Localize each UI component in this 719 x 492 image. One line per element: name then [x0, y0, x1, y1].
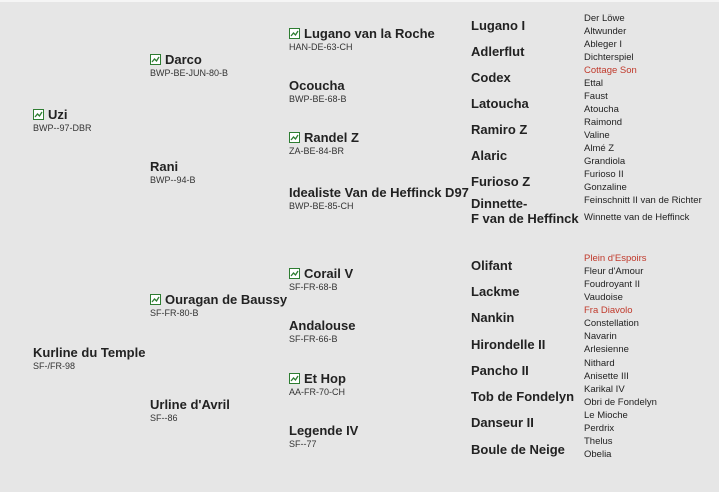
horse-registration: BWP-BE-JUN-80-B	[150, 68, 229, 78]
horse-name-gen4[interactable]: Danseur II	[471, 415, 534, 430]
horse-name-gen5[interactable]: Grandiola	[584, 156, 626, 167]
horse-name[interactable]: Rani	[150, 159, 179, 174]
horse-name-gen5-highlighted[interactable]: Cottage Son	[584, 65, 637, 76]
horse-name-gen5[interactable]: Atoucha	[584, 104, 619, 115]
horse-registration: BWP--97-DBR	[33, 123, 92, 133]
horse-name-gen5[interactable]: Furioso II	[584, 169, 624, 180]
horse-name-gen4[interactable]: Adlerflut	[471, 44, 525, 59]
horse-name[interactable]: Et Hop	[289, 371, 346, 386]
horse-entry-dam[interactable]	[33, 345, 145, 372]
horse-name-gen5[interactable]: Raimond	[584, 117, 623, 128]
horse-name-gen4[interactable]: Latoucha	[471, 96, 529, 111]
horse-entry-gen2[interactable]	[150, 52, 228, 79]
horse-name-gen5[interactable]: Obri de Fondelyn	[584, 397, 657, 408]
horse-registration: SF--86	[150, 413, 178, 423]
horse-entry-gen2[interactable]	[150, 397, 230, 424]
horse-registration: ZA-BE-84-BR	[289, 146, 345, 156]
photo-icon[interactable]	[150, 294, 161, 305]
horse-entry-gen3[interactable]	[289, 185, 469, 212]
horse-name-gen4[interactable]: Furioso Z	[471, 174, 531, 189]
horse-name-gen4[interactable]: Tob de Fondelyn	[471, 389, 575, 404]
horse-entry-gen3[interactable]	[289, 26, 435, 53]
horse-name[interactable]: Ouragan de Baussy	[150, 292, 287, 307]
horse-name-gen5[interactable]: Navarin	[584, 331, 617, 342]
horse-name-gen4[interactable]: Ramiro Z	[471, 122, 528, 137]
horse-name-gen5[interactable]: Altwunder	[584, 26, 627, 37]
horse-name[interactable]: Kurline du Temple	[33, 345, 146, 360]
horse-registration: SF--77	[289, 439, 317, 449]
horse-name[interactable]: Uzi	[33, 107, 92, 122]
photo-icon[interactable]	[150, 54, 161, 65]
horse-name[interactable]: Lugano van la Roche	[289, 26, 435, 41]
horse-registration: SF-FR-68-B	[289, 282, 338, 292]
horse-registration: SF-FR-80-B	[150, 308, 199, 318]
horse-registration: BWP-BE-68-B	[289, 94, 347, 104]
horse-name-gen5[interactable]: Constellation	[584, 318, 639, 329]
horse-entry-gen3[interactable]	[289, 78, 347, 105]
horse-name-gen4-continued[interactable]: F van de Heffinck	[471, 211, 579, 226]
horse-entry-gen3[interactable]	[289, 371, 346, 398]
horse-registration: HAN-DE-63-CH	[289, 42, 353, 52]
horse-name-gen4[interactable]: Lugano I	[471, 18, 526, 33]
horse-name-gen5[interactable]: Gonzaline	[584, 182, 627, 193]
horse-name[interactable]: Corail V	[289, 266, 353, 281]
horse-entry-gen2[interactable]	[150, 159, 196, 186]
horse-name[interactable]: Andalouse	[289, 318, 356, 333]
horse-name-gen5[interactable]: Foudroyant II	[584, 279, 640, 290]
horse-name-gen5[interactable]: Almé Z	[584, 143, 615, 154]
horse-name-gen5[interactable]: Arlesienne	[584, 344, 629, 355]
horse-name-gen5[interactable]: Ettal	[584, 78, 604, 89]
horse-registration: AA-FR-70-CH	[289, 387, 346, 397]
horse-name-gen5[interactable]: Le Mioche	[584, 410, 628, 421]
horse-name-gen4[interactable]: Nankin	[471, 310, 515, 325]
horse-name-gen5[interactable]: Vaudoise	[584, 292, 623, 303]
horse-name-gen4[interactable]: Boule de Neige	[471, 442, 565, 457]
horse-name-gen5[interactable]: Winnette van de Heffinck	[584, 212, 690, 223]
top-border	[0, 0, 719, 2]
horse-name-gen5[interactable]: Valine	[584, 130, 610, 141]
horse-entry-gen3[interactable]	[289, 130, 359, 157]
photo-icon[interactable]	[289, 132, 300, 143]
horse-name[interactable]: Legende IV	[289, 423, 359, 438]
horse-name-gen5[interactable]: Karikal IV	[584, 384, 625, 395]
horse-entry-gen3[interactable]	[289, 423, 358, 450]
horse-name-gen5[interactable]: Dichterspiel	[584, 52, 634, 63]
photo-icon[interactable]	[33, 109, 44, 120]
horse-name-gen5[interactable]: Anisette III	[584, 371, 629, 382]
photo-icon[interactable]	[289, 373, 300, 384]
horse-name-gen5[interactable]: Obelia	[584, 449, 612, 460]
horse-name[interactable]: Urline d'Avril	[150, 397, 230, 412]
horse-name-gen4[interactable]: Lackme	[471, 284, 520, 299]
horse-name-gen5[interactable]: Ableger I	[584, 39, 623, 50]
horse-registration: BWP-BE-85-CH	[289, 201, 354, 211]
horse-name-gen5[interactable]: Perdrix	[584, 423, 615, 434]
horse-name[interactable]: Randel Z	[289, 130, 359, 145]
horse-entry-gen2[interactable]	[150, 292, 287, 319]
horse-name-gen5[interactable]: Feinschnitt II van de Richter	[584, 195, 702, 206]
horse-name[interactable]: Darco	[150, 52, 228, 67]
horse-name-gen4[interactable]: Dinnette-	[471, 196, 528, 211]
horse-name-gen4[interactable]: Pancho II	[471, 363, 529, 378]
horse-name[interactable]: Idealiste Van de Heffinck D97	[289, 185, 469, 200]
horse-name-gen4[interactable]: Codex	[471, 70, 511, 85]
horse-name-gen5[interactable]: Der Löwe	[584, 13, 625, 24]
horse-name-gen5[interactable]: Nithard	[584, 358, 615, 369]
photo-icon[interactable]	[289, 28, 300, 39]
horse-name-gen5[interactable]: Faust	[584, 91, 608, 102]
horse-entry-sire[interactable]	[33, 107, 92, 134]
horse-name-gen4[interactable]: Alaric	[471, 148, 508, 163]
horse-entry-gen3[interactable]	[289, 266, 353, 293]
horse-name-gen4[interactable]: Olifant	[471, 258, 513, 273]
horse-name[interactable]: Ocoucha	[289, 78, 345, 93]
horse-name-gen5-highlighted[interactable]: Plein d'Espoirs	[584, 253, 647, 264]
horse-registration: SF-FR-66-B	[289, 334, 338, 344]
horse-registration: SF-/FR-98	[33, 361, 76, 371]
horse-name-gen5-highlighted[interactable]: Fra Diavolo	[584, 305, 633, 316]
horse-registration: BWP--94-B	[150, 175, 196, 185]
horse-name-gen5[interactable]: Fleur d'Amour	[584, 266, 644, 277]
horse-entry-gen3[interactable]	[289, 318, 355, 345]
photo-icon[interactable]	[289, 268, 300, 279]
horse-name-gen4[interactable]: Hirondelle II	[471, 337, 546, 352]
horse-name-gen5[interactable]: Thelus	[584, 436, 613, 447]
